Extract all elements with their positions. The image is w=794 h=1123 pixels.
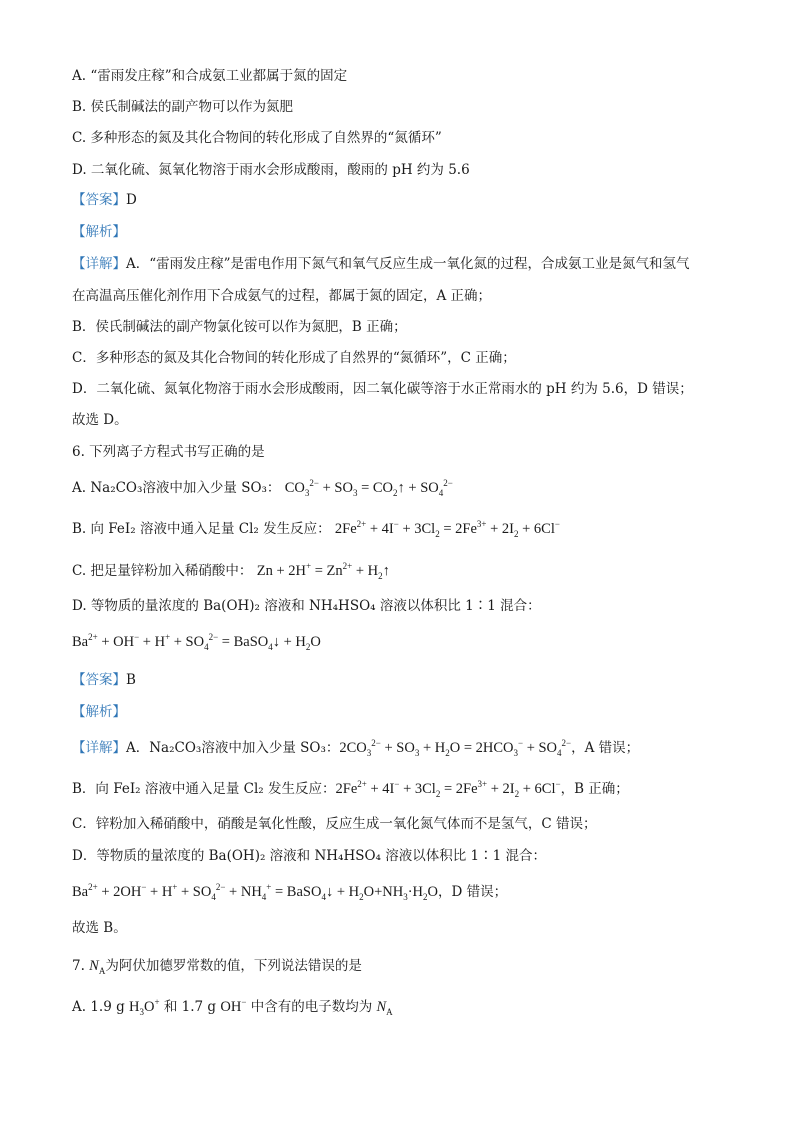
answer-tag: 【答案】 [72,192,126,208]
q7-option-a [72,997,393,1017]
q5-detail-1 [72,258,690,272]
q5-detail-3: B．侯氏制碱法的副产物氯化铵可以作为氮肥，B 正确； [72,319,407,335]
option-text: 中含有的电子数均为 [250,999,373,1015]
q6-detail-c: C．锌粉加入稀硝酸中，硝酸是氧化性酸，反应生成一氧化氮气体而不是氢气，C 错误； [72,816,597,832]
hydroxide-formula: OH− [220,997,247,1015]
q5-option-c: C. 多种形态的氮及其化合物间的转化形成了自然界的“氮循环” [72,130,442,146]
equation: $Ba^{2+} + 2OH^- + H^+ + SO_4^{2-} + NH_4^+$ = BaSO$_4$↓ + $H_2O+NH_3\cdot H_2O$ [72,882,438,902]
q5-option-a: A. “雷雨发庄稼”和合成氨工业都属于氮的固定 [72,68,348,84]
option-text: 和 1.7 g [163,999,217,1015]
hydronium-formula: $H_3O^+$ [129,997,160,1017]
equation: $2CO_3^{2-} + SO_3 + H_2O = 2HCO_3^- + SO_4^{2-}$ [339,738,572,758]
q5-analysis-tag: 【解析】 [72,224,126,240]
q6-analysis-tag: 【解析】 [72,704,126,720]
detail-end: ，B 正确； [560,781,629,797]
q6-stem: 6. 下列离子方程式书写正确的是 [72,444,265,460]
equation: $CO_3^{2-} + SO_3$ = $CO_2↑ + SO_4^{2-}$ [284,478,453,498]
detail-tag: 【详解】 [72,740,126,756]
q6-option-a [72,478,453,498]
q6-answer [72,674,136,688]
option-text: B. 向 FeI₂ 溶液中通入足量 Cl₂ 发生反应： [72,521,331,537]
detail-end: ，A 错误； [571,740,640,756]
detail-text: A．Na₂CO₃溶液中加入少量 SO₃： [126,740,340,756]
stem-text: 为阿伏加德罗常数的值，下列说法错误的是 [105,958,362,974]
q5-option-d: D. 二氧化硫、氮氧化物溶于雨水会形成酸雨，酸雨的 pH 约为 5.6 [72,162,470,178]
option-text: C. 把足量锌粉加入稀硝酸中： [72,563,253,579]
equation: $2Fe^{2+} + 4I^- + 3Cl_2 = 2Fe^{3+} + 2I_2 + 6Cl^-$ [335,779,561,799]
q6-detail-a [72,738,640,758]
q6-option-c [72,561,390,581]
q5-conclusion: 故选 D。 [72,412,128,428]
detail-text: B．向 FeI₂ 溶液中通入足量 Cl₂ 发生反应： [72,781,336,797]
option-text: A. Na₂CO₃溶液中加入少量 SO₃： [72,480,281,496]
q6-option-b [72,519,560,539]
avogadro-symbol: $N_A$ [376,999,393,1017]
q5-answer [72,194,137,208]
avogadro-symbol: $N_A$ [89,958,106,976]
detail-tag: 【详解】 [72,256,126,272]
detail-text: A．“雷雨发庄稼”是雷电作用下氮气和氧气反应生成一氧化氮的过程，合成氨工业是氮气和氢气 [126,256,690,272]
detail-end: ，D 错误； [438,884,508,900]
answer-value: B [126,672,136,688]
q6-conclusion: 故选 B。 [72,920,127,936]
answer-tag: 【答案】 [72,672,126,688]
q6-option-d: D. 等物质的量浓度的 Ba(OH)₂ 溶液和 NH₄HSO₄ 溶液以体积比 1∶1 混合： [72,598,541,614]
answer-value: D [126,192,137,208]
q5-detail-5: D．二氧化硫、氮氧化物溶于雨水会形成酸雨，因二氧化碳等溶于水正常雨水的 pH 约为 5.6，D 错误； [72,381,693,397]
q7-stem [72,959,362,974]
q6-detail-d: D．等物质的量浓度的 Ba(OH)₂ 溶液和 NH₄HSO₄ 溶液以体积比 1∶1 混合： [72,848,547,864]
equation: $Zn + 2H^+ = Zn^{2+}$ + $H_2↑$ [256,561,390,581]
q6-detail-d-equation [72,882,508,902]
q5-detail-4: C．多种形态的氮及其化合物间的转化形成了自然界的“氮循环”，C 正确； [72,350,516,366]
q5-detail-2: 在高温高压催化剂作用下合成氨气的过程，都属于氮的固定，A 正确； [72,288,492,304]
option-text: A. 1.9 g [72,999,125,1015]
q6-option-d-equation: $Ba^{2+} + OH^- + H^+ + SO_4^{2-}$ = BaSO$_4$↓ + $H_2O$ [72,632,321,652]
equation: $2Fe^{2+} + 4I^- + 3Cl_2 = 2Fe^{3+} + 2I_2 + 6Cl^-$ [334,519,560,539]
q5-option-b: B. 侯氏制碱法的副产物可以作为氮肥 [72,99,294,115]
question-number: 7. [72,958,90,974]
q6-detail-b [72,779,629,799]
